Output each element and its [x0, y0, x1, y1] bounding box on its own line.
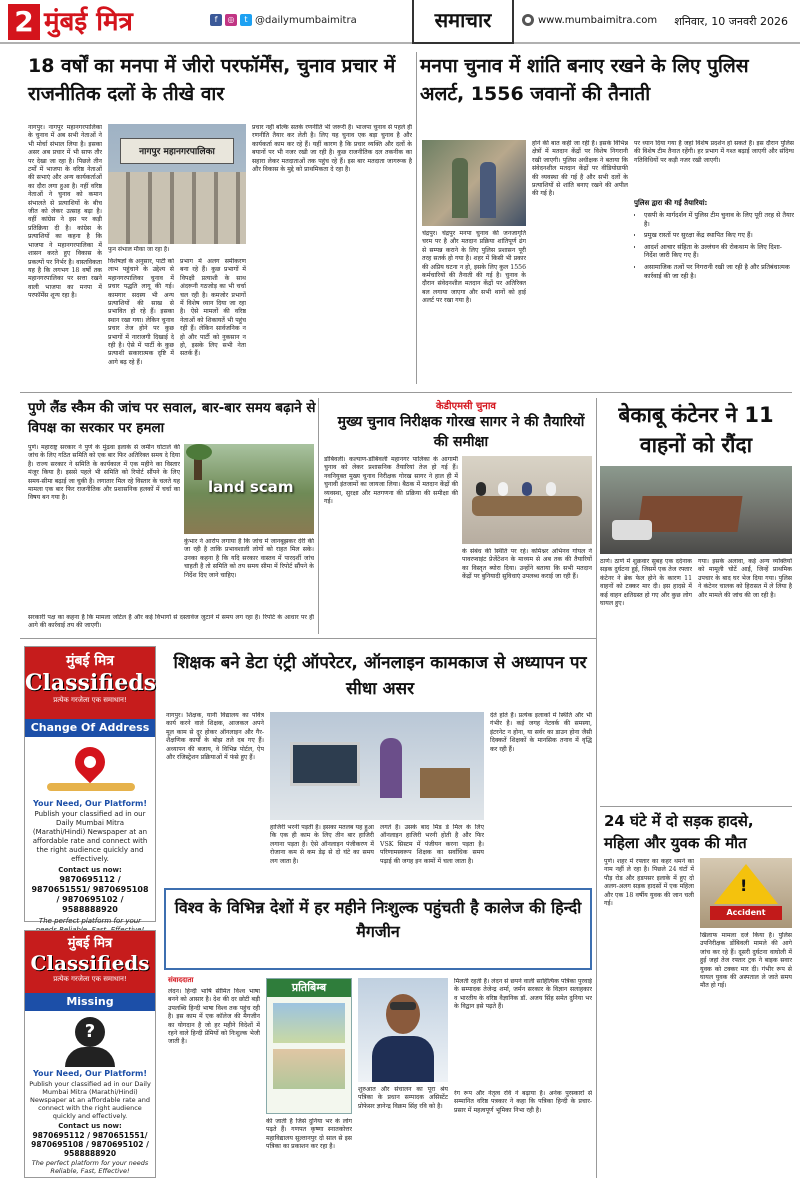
nagpur-photo-caption: फुन संभाल मौका जा रहा है।: [108, 246, 170, 253]
article-landscam-text-2: कुंभार ने आरोप लगाया है कि जांच में जानबूझकर देरी की जा रही है ताकि प्रभावशाली लोगों को राहत मिल सके। उनका कहना है कि यदि सरकार वास्तव में पारदर्शी जांच चाहती है तो समिति को तय समय सीमा में रिपोर्ट सौंपने के निर्देश दिए जाने चाहिए।: [184, 538, 314, 579]
ad-slogan: Your Need, Our Platform!: [32, 799, 148, 808]
social-handles: [210, 14, 357, 26]
article-magazine-text-3: शुरुआत और संचालन का पूरा श्रेय पत्रिका के प्रधान सम्पादक असिस्टेंट प्रोफेसर ज्ञानेन्द्र विक्रम सिंह रवि को है।: [358, 1086, 448, 1110]
article-accident-headline: 24 घंटे में दो सड़क हादसे, महिला और युवक की मौत: [604, 812, 754, 852]
article-container-headline: बेकाबू कंटेनर ने 11 वाहनों को रौंदा: [618, 403, 774, 457]
article-police-text-3: पर ध्यान दिया गया है जहां विशेष प्रदर्शन हो सकते हैं। इस दौरान पुलिस की विशेष टीम तैनात रहेंगी। हर प्रभाग में गश्त बढ़ाई जाएगी और संदिग्ध गतिविधियों पर कड़ी नजर रखी जाएगी।: [634, 140, 794, 164]
list-item: • प्रमुख रास्तों पर सुरक्षा केंद्र स्थापित किए गए हैं।: [644, 231, 794, 240]
article-police-text-2: होने की बात कही जा रही है। इसके विभिन्न क्षेत्रों में मतदान केंद्रों पर विशेष निगरानी रखी जाएगी। पुलिस अधीक्षक ने बताया कि संवेदनशील मतदान केंद्रों पर वीडियोग्राफी की व्यवस्था की गई है और सभी दलों के प्रत्याशियों से शांति बनाए रखने की अपील की गई है।: [532, 140, 628, 198]
twitter-icon: t: [240, 14, 252, 26]
location-icon: [25, 737, 155, 799]
page-number: 2: [8, 4, 40, 40]
article-magazine-text-2: की जाती है जिसे दुनिया भर के लोग पढ़ते हैं। गणपत कृष्णा स्नातकोत्तर महाविद्यालय सुल्तानपुर दो साल से इस पत्रिका का प्रकाशन कर रहा है।: [266, 1118, 352, 1151]
article-nagpur-text-2: विशेषज्ञों के अनुसार, पार्टी को लाभ पहुंचाने के उद्देश्य से महानगरपालिका चुनाव में प्रचार पद्धति लागू की गई। कामगार सदस्य भी अन्य प्रत्याशियों की साख से प्रभावित हो रहे हैं। इसका स्थान रखा गया। लेकिन चुनाव प्रचार तेज होने पर कुछ प्रभागों में नाराजगी दिखाई दे रही है। ऐसे में पार्टी के कुछ प्रत्याशी सकारात्मक दृष्टि में आगे बढ़ रहे हैं।: [108, 258, 174, 366]
globe-icon: ●: [522, 14, 534, 26]
ad-category: Change Of Address: [25, 719, 155, 737]
ad-slogan: Your Need, Our Platform!: [32, 1069, 148, 1078]
article-container-text-2: गया। इसके अलावा, कई अन्य व्यक्तियों को मामूली चोटें आईं, जिन्हें प्राथमिक उपचार के बाद घर भेज दिया गया। पुलिस ने कंटेनर चालक को हिरासत में ले लिया है और मामले की जांच की जा रही है।: [698, 558, 792, 599]
container-accident-photo: [600, 466, 792, 554]
article-magazine-text-1: लंदन। हिन्दी भाषि सीमित विश्व भाषा बनने को आसार है। देश की दर छोटी बड़ी उपलब्धि हिन्दी भाषा विश्व तक पहुंच रही है। इस काम में एक कॉलेज की मैगजीन का योगदान है जो हर महीने विदेशों में रहने वाले हिन्दी प्रेमियों को निःशुल्क भेजी जाती है।: [168, 988, 260, 1046]
ad-brand: मुंबई मित्र: [67, 936, 113, 951]
article-magazine-byline: संवाददाता: [168, 976, 194, 984]
instagram-icon: ◎: [225, 14, 237, 26]
list-item: • आदर्श आचार संहिता के उल्लंघन की रोकथाम के लिए दिशा-निर्देश जारी किए गए हैं।: [644, 243, 794, 260]
article-teachers-text-1: नागपुर। शिक्षक, यानी विद्यालय का पवित्र कार्य करने वाले शिक्षक, आजकल अपने मूल काम से दूर होकर ऑनलाइन और गैर-शैक्षणिक कार्यों के बोझ तले दब गए हैं। अध्यापन की बजाय, वे विभिन्न पोर्टल, ऐप और रजिस्ट्रेशन प्रक्रियाओं में फंसे हुए हैं।: [166, 712, 264, 762]
website-url: www.mumbaimitra.com: [538, 14, 658, 26]
ad-tagline: प्रत्येक गरजेला एक समाधान!: [53, 975, 127, 983]
ad-header: [25, 647, 155, 719]
ad-tagline: प्रत्येक गरजेला एक समाधान!: [53, 696, 127, 704]
article-landscam-text-3: सरकारी पक्ष का कहना है कि मामला जटिल है और कई विभागों से दस्तावेज जुटाने में समय लग रहा है। रिपोर्ट के आधार पर ही आगे की कार्रवाई तय की जाएगी।: [28, 614, 314, 630]
article-landscam-headline: पुणे लैंड स्कैम की जांच पर सवाल, बार-बार समय बढ़ाने से विपक्ष का सरकार पर हमला: [28, 400, 316, 436]
article-nagpur-text-1: नागपुर। नागपुर महानगरपालिका के चुनाव में अब सभी नेताओं ने भी मोर्चा संभाल लिया है। इसका असर अब प्रचार में भी साफ तौर पर देखा जा रहा है। पिछले तीन टर्मों में भाजपा के वरिष्ठ नेताओं की सभाएं और अन्य कार्यकर्ताओं का दौरा लगा हुआ है। नहीं वरिष्ठ नेताओं ने चुनाव को कमान संभालते से प्रत्याशियों के बीच जीत को लेकर उत्साह बढ़ा है। वहीं कांग्रेस ने इस पर कड़ी प्रतिक्रिया दी है। कांग्रेस के प्रत्याशियों का कहना है कि भाजपा ने महानगरपालिका में शासन करते हुए विकास के प्रकल्पों पर निर्भर है। वास्तविकता यह है कि लगभग 18 वर्षों तक महानगरपालिका पर सत्ता रखने वाली भाजपा का मनपा में परफॉर्मेंस शून्य रहा है।: [28, 124, 102, 300]
classified-ad-change-of-address: [24, 646, 157, 925]
editor-portrait: [358, 978, 448, 1082]
ad-phones: 9870695112 / 9870651551/ 9870695108 / 9870695102 / 9588888920: [31, 875, 149, 914]
ad-brand: मुंबई मित्र: [66, 653, 114, 669]
article-magazine-text-5: रंग रूप और नेतृत्व रवि ने बढ़ाया है। अनेक पुरस्कारों से सम्मानित वरिष्ठ पत्रकार ने कहा कि पत्रिका हिन्दी के प्रचार-प्रसार में महत्वपूर्ण भूमिका निभा रही है।: [454, 1090, 592, 1114]
ad-contact-label: Contact us now:: [58, 1122, 122, 1130]
article-nagpur-text-4: प्रचार नहीं बल्कि सतर्क रणनीति भी जरूरी है। भाजपा चुनाव से पहले ही रणनीति तैयार कर लेती है। लिए यह चुनाव एक बड़ा चुनाव है और कार्यकर्ता काम कर रहे हैं। यहीं कारण है कि प्रचार व्यक्ति और दलों के बयानों पर भी नजर रखी जा रही है। कुछ राजनीतिक दल तकनीक का सहारा लेकर मतदाताओं तक पहुंच रहे हैं। इस बार मतदाता जागरूक है और विकास के मुद्दे को प्राथमिकता दे रहा है।: [252, 124, 412, 174]
warning-icon: !: [740, 876, 748, 895]
ad-title: Classifieds: [25, 670, 157, 696]
classified-ad-missing: [24, 930, 156, 1178]
magazine-title: प्रतिबिम्ब: [267, 979, 351, 997]
police-preparations-subhead: पुलिस द्वारा की गई तैयारियां:: [634, 199, 708, 207]
article-teachers-headline: शिक्षक बने डेटा एंट्री ऑपरेटर, ऑनलाइन कामकाज से अध्यापन पर सीधा असर: [173, 653, 587, 699]
accident-sign-photo: [700, 858, 792, 928]
article-accident-text-1: पुणे। शहर में रफ्तार का कहर थमने का नाम नहीं ले रहा है। पिछले 24 घंटों में पौड़ रोड और हडपसर इलाके में हुए दो अलग-अलग सड़क हादसों में एक महिला और एक 18 वर्षीय युवक की जान चली गई।: [604, 858, 694, 908]
land-scam-label: land scam: [208, 478, 294, 496]
land-scam-photo: [184, 444, 314, 534]
police-preparations-list: [634, 211, 794, 280]
article-teachers-text-2: हाजिरी भरनी पड़ती है। इसका मतलब यह हुआ कि एक ही काम के लिए तीन बार हाजिरी लगाना पड़ता है। ऐसे ऑनलाइन पंजीकरण में रोजाना कम से कम डेढ़ से दो घंटे का समय लग जाता है।: [270, 824, 374, 865]
ad-header: [25, 931, 155, 993]
ad-phones: 9870695112 / 9870651551/ 9870695108 / 9870695102 / 9588888920: [31, 1131, 149, 1158]
article-kdmc-text-1: डोंबिवली। कल्याण-डोंबिवली महानगर पालिका के आगामी चुनाव को लेकर प्रशासनिक तैयारियां तेज हो गई हैं। नवनियुक्त मुख्य चुनाव निरीक्षक गोरख सागर ने हाल ही में चुनावी इंतजामों का जायजा लिया। बैठक में मतदान केंद्रों की व्यवस्था, सुरक्षा और मतगणना की प्रक्रिया की समीक्षा की गई।: [324, 456, 458, 506]
article-kdmc-kicker: केडीएमसी चुनाव: [435, 401, 496, 412]
accident-sign-label: Accident: [710, 906, 782, 920]
article-teachers-text-4: देते होते हैं। प्रत्येक इलाकों में स्थिति और भी गंभीर है। कई जगह नेटवर्क की समस्या, इंटरनेट न होना, या सर्वर का डाउन होना जैसी दिक्कतें शिक्षकों के मानसिक तनाव में वृद्धि कर रही हैं।: [490, 712, 592, 753]
article-teachers-text-3: लगते हैं। उसके बाद मिड डे मिल के लिए ऑनलाइन हाजिरी भरनी होती है और फिर VSK सिस्टम में पंजीयन करना पड़ता है। परिणामस्वरूप शिक्षक का सर्वाधिक समय पढ़ाई की जगह इन कामों में चला जाता है।: [380, 824, 484, 865]
article-police-col-3: [634, 140, 794, 388]
section-tab: समाचार: [412, 0, 514, 44]
kdmc-meeting-photo: [462, 456, 592, 544]
magazine-cover: [266, 978, 352, 1114]
ad-title: Classifieds: [30, 951, 150, 975]
ad-footer: The perfect platform for your needs Reliable, Fast, Effective!: [31, 1159, 149, 1175]
article-kdmc-headline: मुख्य चुनाव निरीक्षक गोरख सागर ने की तैयारियों की समीक्षा: [337, 414, 585, 450]
article-container-text-1: ठाणे। ठाणे में शुक्रवार सुबह एक दर्दनाक सड़क दुर्घटना हुई, जिसमें एक तेज रफ्तार कंटेनर ने ब्रेक फेल होने के कारण 11 वाहनों को टक्कर मार दी। इस हादसे में कई वाहन क्षतिग्रस्त हो गए और कुछ लोग घायल हुए।: [600, 558, 692, 608]
article-nagpur-headline: 18 वर्षों का मनपा में जीरो परफॉर्मेंस, चुनाव प्रचार में राजनीतिक दलों के तीखे वार: [28, 55, 396, 105]
ad-text: Publish your classified ad in our Daily Mumbai Mitra (Marathi/Hindi) Newspaper at an affordable rate and connect with the right audience quickly and effectively.: [32, 810, 148, 863]
article-police-text-1: चंद्रपुर। चंद्रपुर मनपा चुनाव की जनजागृति चरम पर है और मतदान प्रक्रिया शांतिपूर्ण ढंग से सम्पन्न कराने के लिए पुलिस प्रशासन पूरी तरह सतर्क हो गया है। शहर में किसी भी प्रकार की अप्रिय घटना न हो, इसके लिए कुल 1556 कर्मचारियों की तैनाती की गई है। चुनाव के दौरान संवेदनशील मतदान केंद्रों पर अतिरिक्त बल लगाया जाएगा और सभी थानों को हाई अलर्ट पर रखा गया है।: [422, 230, 526, 305]
nagpur-office-photo: [108, 124, 246, 244]
article-magazine-headline: विश्व के विभिन्न देशों में हर महीने निःशुल्क पहुंचती है कालेज की हिन्दी मैगजीन: [174, 898, 582, 941]
photo-sign: नागपुर महानगरपालिका: [120, 138, 234, 164]
ad-category: Missing: [25, 993, 155, 1011]
ad-text: Publish your classified ad in our Daily Mumbai Mitra (Marathi/Hindi) Newspaper at an affordable rate and connect with the right audience quickly and effectively.: [29, 1080, 151, 1120]
page-header: [0, 0, 800, 44]
article-magazine-headline-box: [164, 888, 592, 970]
police-photo: [422, 140, 526, 226]
masthead-brand: मुंबई मित्र: [44, 7, 133, 37]
facebook-icon: f: [210, 14, 222, 26]
article-magazine-text-4: मिलती रहती हैं। लंदन से छपने वाली साहित्यिक पत्रिका पुरवाई के सम्पादक तेजेन्द्र शर्मा, जर्मन सरकार के विज्ञान सलाहकार व भारतीय के वरिष्ठ वैज्ञानिक डॉ. अजय सिंह समेत दुनिया भर के विद्वान इसे पढ़ते हैं।: [454, 978, 592, 1011]
article-kdmc-text-2: के संबंध की स्थिति पर रहे। कमिश्नर अभिनव गोयल ने पावरप्वाइंट प्रेजेंटेशन के माध्यम से अब तक की तैयारियों का विस्तृत ब्योरा दिया। उन्होंने बताया कि सभी मतदान केंद्रों पर बुनियादी सुविधाएं उपलब्ध कराई जा रही हैं।: [462, 548, 592, 581]
article-landscam-text-1: पुणे। महाराष्ट्र सरकार ने पुणे के मुंढवा इलाके से जमीन घोटाले की जांच के लिए गठित समिति को एक बार फिर अतिरिक्त समय दे दिया है। राज्य सरकार ने समिति के कार्यकाल में एक महीने का विस्तार मंजूर किया है। इससे पहले भी समिति को रिपोर्ट सौंपने के लिए समय-सीमा बढ़ाई जा चुकी है। लगातार मिल रहे विस्तार के चलते यह मामला एक बार फिर राजनीतिक और प्रशासनिक हलकों में चर्चा का विषय बन गया है।: [28, 444, 180, 502]
teachers-classroom-photo: [270, 712, 484, 820]
article-nagpur-text-3: प्रभाग में अलग समीकरण बना रहे हैं। कुछ प्रभागों में विपक्षी प्रत्याशी के साथ अंदरूनी गठजोड़ का भी चर्चा चल रही है। कमजोर प्रभागों में विशेष ध्यान दिया जा रहा है। ऐसे मामलों की वरिष्ठ नेताओं को शिकायतें भी पहुंच रही हैं। लेकिन सार्वजनिक न हो और पार्टी को नुकसान न हो, इसके लिए सभी नेता सतर्क हैं।: [180, 258, 246, 358]
missing-person-icon: ?: [25, 1011, 155, 1069]
social-handle-text: @dailymumbaimitra: [255, 14, 357, 26]
article-police-headline: मनपा चुनाव में शांति बनाए रखने के लिए पुलिस अलर्ट, 1556 जवानों की तैनाती: [420, 55, 749, 105]
list-item: • एसपी के मार्गदर्शन में पुलिस टीम चुनाव के लिए पूरी तरह से तैयार है।: [644, 211, 794, 228]
website: [522, 14, 657, 26]
article-accident-text-2: खिलाफ मामला दर्ज किया है। पुलिस उपनिरीक्षक डोंबिवली मामले की आगे जांच कर रहे हैं। दूसरी दुर्घटना वाघोली में हुई जहां तेज रफ्तार ट्रक ने बाइक सवार युवक को टक्कर मार दी। गंभीर रूप से घायल युवक की अस्पताल ले जाते समय मौत हो गई।: [700, 932, 792, 990]
ad-contact-label: Contact us now:: [58, 866, 122, 874]
list-item: • असामाजिक तत्वों पर निगरानी रखी जा रही है और प्रतिबंधात्मक कार्रवाई की जा रही है।: [644, 263, 794, 280]
ad-footer: The perfect platform for your: [38, 917, 142, 925]
issue-date: शनिवार, 10 जनवरी 2026: [674, 15, 788, 28]
